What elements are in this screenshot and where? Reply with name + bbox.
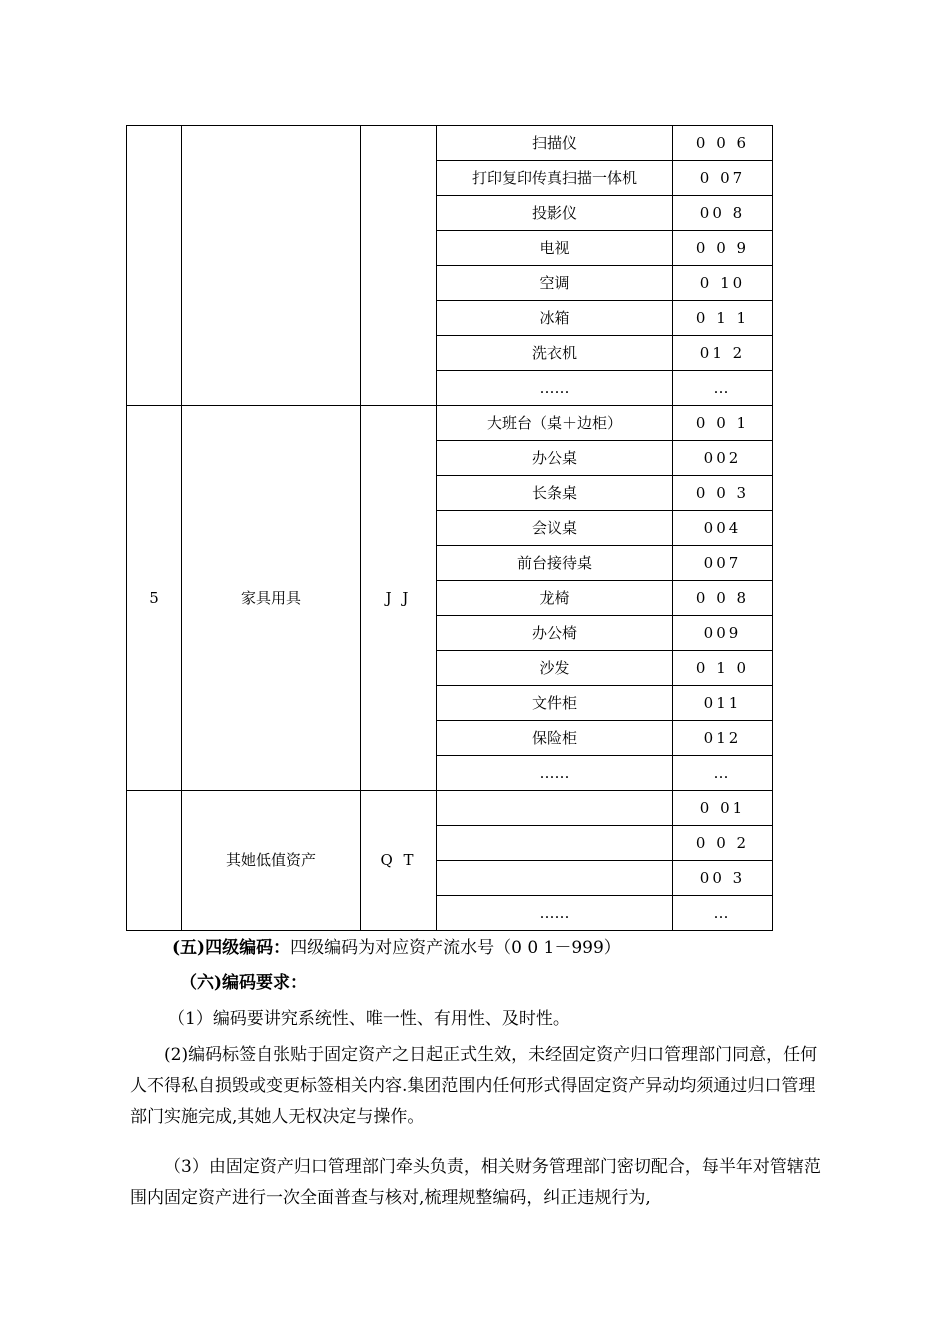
item-name-cell: 打印复印传真扫描一体机 [437,161,673,196]
item-name-cell: …… [437,756,673,791]
item-name-cell: 前台接待桌 [437,546,673,581]
item-name-cell: 冰箱 [437,301,673,336]
paragraph-requirements-heading [180,968,820,999]
item-name-cell: 沙发 [437,651,673,686]
item-name-cell: …… [437,371,673,406]
category-cell: 其她低值资产 [182,791,361,931]
category-code-cell: J J [361,406,437,791]
item-code-cell: 0 0 3 [673,476,773,511]
item-code-cell: 0 0 8 [673,581,773,616]
category-code-cell [361,126,437,406]
item-name-cell: 电视 [437,231,673,266]
item-code-cell: 011 [673,686,773,721]
section-heading: （六)编码要求： [180,973,308,993]
table-row [127,791,773,826]
item-name-cell: 长条桌 [437,476,673,511]
item-name-cell: 投影仪 [437,196,673,231]
item-code-cell: … [673,756,773,791]
item-code-cell: 0 01 [673,791,773,826]
item-name-cell [437,861,673,896]
item-name-cell: …… [437,896,673,931]
item-code-cell: 0 07 [673,161,773,196]
item-name-cell [437,791,673,826]
item-name-cell: 会议桌 [437,511,673,546]
paragraph-text: 四级编码为对应资产流水号（0 0 1－999） [290,938,621,958]
item-code-cell: … [673,371,773,406]
item-code-cell: 0 0 2 [673,826,773,861]
item-code-cell: 01 2 [673,336,773,371]
table-row [127,406,773,441]
item-name-cell: 办公椅 [437,616,673,651]
item-code-cell: 012 [673,721,773,756]
item-name-cell: 大班台（桌＋边柜） [437,406,673,441]
item-name-cell: 办公桌 [437,441,673,476]
item-code-cell: … [673,896,773,931]
category-cell: 家具用具 [182,406,361,791]
item-code-cell: 0 1 0 [673,651,773,686]
paragraph-level4-code [172,933,822,964]
item-code-cell: 007 [673,546,773,581]
row-number-cell [127,791,182,931]
item-name-cell: 空调 [437,266,673,301]
item-code-cell: 00 8 [673,196,773,231]
asset-code-table [126,125,773,931]
paragraph-req-1: （1）编码要讲究系统性、唯一性、有用性、及时性。 [168,1009,570,1029]
item-code-cell: 0 0 9 [673,231,773,266]
item-code-cell: 002 [673,441,773,476]
item-name-cell: 文件柜 [437,686,673,721]
item-code-cell: 009 [673,616,773,651]
item-code-cell: 0 0 1 [673,406,773,441]
section-heading: (五)四级编码： [172,938,291,958]
item-name-cell: 龙椅 [437,581,673,616]
item-code-cell: 004 [673,511,773,546]
item-code-cell: 0 10 [673,266,773,301]
category-code-cell: Q T [361,791,437,931]
row-number-cell: 5 [127,406,182,791]
item-name-cell [437,826,673,861]
item-code-cell: 0 0 6 [673,126,773,161]
paragraph-req-3: （3）由固定资产归口管理部门牵头负责，相关财务管理部门密切配合，每半年对管辖范围内固定资产进行一次全面普查与核对,梳理规整编码，纠正违规行为, [130,1157,821,1208]
item-code-cell: 00 3 [673,861,773,896]
category-cell [182,126,361,406]
item-code-cell: 0 1 1 [673,301,773,336]
table-row [127,126,773,161]
paragraph-req-2: (2)编码标签自张贴于固定资产之日起正式生效，未经固定资产归口管理部门同意，任何人不得私自损毁或变更标签相关内容.集团范围内任何形式得固定资产异动均须通过归口管理部门实施完成,其她人无权决定与操作。 [130,1045,818,1127]
row-number-cell [127,126,182,406]
item-name-cell: 保险柜 [437,721,673,756]
item-name-cell: 扫描仪 [437,126,673,161]
item-name-cell: 洗衣机 [437,336,673,371]
